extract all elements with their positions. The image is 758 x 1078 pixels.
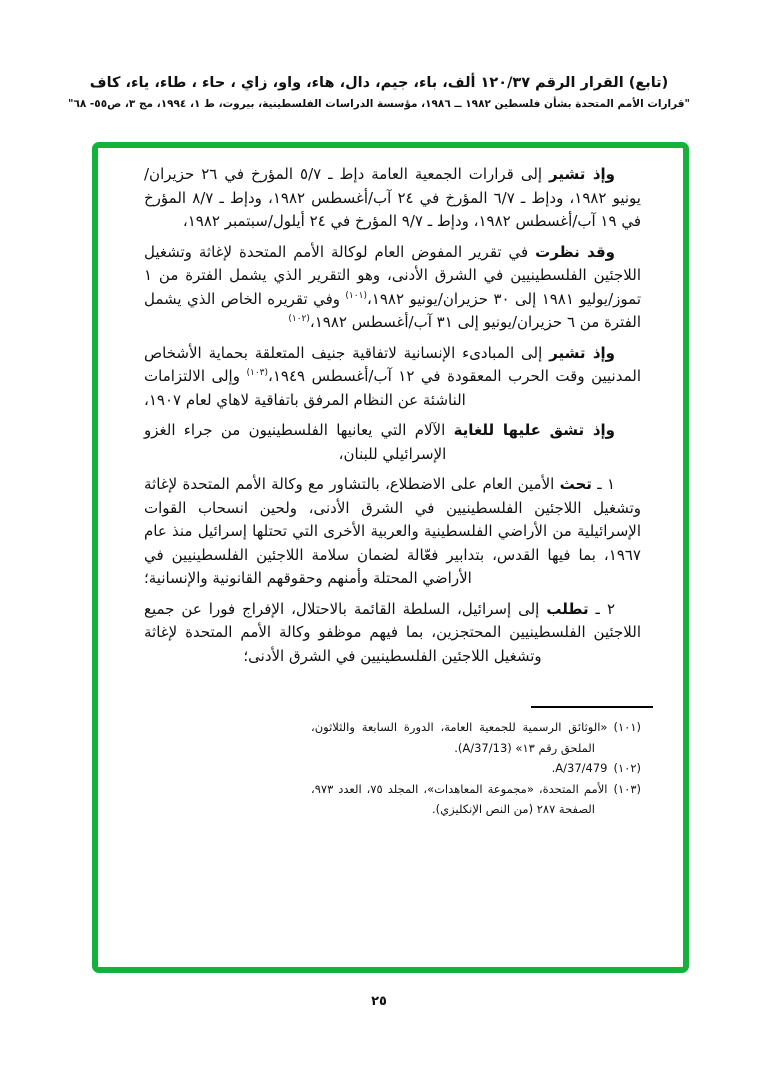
footnote-block [311,717,641,820]
source-citation: "قرارات الأمم المتحدة بشأن فلسطين ١٩٨٢ ــ ١٩٨٦، مؤسسة الدراسات الفلسطينية، بيروت، ط ١، ١٩٩٤، مج ٣، ص٥٥- ٦٨" [67,98,691,110]
footnote-103 [311,779,641,820]
content-frame [92,142,689,973]
paragraph-operative-2 [144,598,641,669]
paragraph-preamble-3 [144,342,641,413]
footnote-text: الأمم المتحدة، «مجموعة المعاهدات»، المجلد ٧٥، العدد ٩٧٣، الصفحة ٢٨٧ (من النص الإنكليزي). [311,781,608,816]
footnote-ref-102: (١٠٢) [288,314,310,324]
resolution-title: (تابع) القرار الرقم ١٢٠/٣٧ ألف، باء، جيم، دال، هاء، واو، زاي ، حاء ، طاء، ياء، كاف [89,75,669,91]
page-number: ٢٥ [371,994,387,1009]
footnote-102 [311,758,641,779]
footnote-101 [311,717,641,758]
footnote-marker: (١٠١) [613,720,641,734]
paragraph-lead: وإذ تشق عليها للغاية [453,421,616,439]
footnote-text: «الوثائق الرسمية للجمعية العامة، الدورة السابعة والثلاثون، الملحق رقم ١٣» (A/37/13). [311,720,608,755]
paragraph-text: إلى إسرائيل، السلطة القائمة بالاحتلال، الإفراج فورا عن جميع اللاجئين الفلسطينيين المحتجزين، بما فيهم موظفو وكالة الأمم المتحدة لإغاثة وتشغيل اللاجئين الفلسطينيين في الشرق الأدنى؛ [144,599,641,665]
item-number: ٢ ـ [588,599,615,618]
footnote-ref-103: (١٠٣) [246,368,269,378]
paragraph-lead: تطلب [546,599,589,618]
paragraph-lead: وقد نظرت [535,242,615,261]
paragraph-text: إلى قرارات الجمعية العامة دإط ـ ٥/٧ المؤرخ في ٢٦ حزيران/يونيو ١٩٨٢، ودإط ـ ٦/٧ المؤرخ في ٢٤ آب/أغسطس ١٩٨٢، ودإط ـ ٨/٧ المؤرخ في ١٩ آب/أغسطس ١٩٨٢، ودإط ـ ٩/٧ المؤرخ في ٢٤ أيلول/سبتمبر ١٩٨٢، [144,165,641,230]
paragraph-operative-1 [144,473,641,591]
page-header [0,0,758,111]
paragraph-preamble-2 [144,241,641,335]
footnote-marker: (١٠٣) [613,781,641,796]
footnote-marker: (١٠٢) [613,761,641,775]
paragraph-lead: تحث [559,475,592,493]
footnote-text: A/37/479. [551,761,608,775]
item-number: ١ ـ [591,475,615,493]
paragraph-text: وفي تقريره الخاص الذي يشمل الفترة من ٦ حزيران/يونيو إلى ٣١ آب/أغسطس ١٩٨٢، [144,289,641,331]
paragraph-lead: وإذ تشير [549,165,615,183]
paragraph-text: إلى المبادىء الإنسانية لاتفاقية جنيف المتعلقة بحماية الأشخاص المدنيين وقت الحرب المعقودة في ١٢ آب/أغسطس ١٩٤٩، [144,343,641,385]
footnotes-section [144,706,641,820]
paragraph-text: الأمين العام على الاضطلاع، بالتشاور مع وكالة الأمم المتحدة لإغاثة وتشغيل اللاجئين الفلسطينيين في الشرق الأدنى، ولحين انسحاب القوات الإسرائيلية من الأراضي الفلسطينية والعربية الأخرى التي تحتلها إسرائيل منذ عام ١٩٦٧، بما فيها القدس، بتدابير فعّالة لضمان سلامة اللاجئين الفلسطينيين في الأراضي المحتلة وأمنهم وحقوقهم القانونية والإنسانية؛ [144,475,641,587]
paragraph-preamble-1 [144,163,641,234]
paragraph-text: الآلام التي يعانيها الفلسطينيون من جراء الغزو الإسرائيلي للبنان، [144,421,454,463]
footnote-separator [531,706,653,708]
footnote-ref-101: (١٠١) [345,290,367,301]
paragraph-lead: وإذ تشير [549,343,615,362]
paragraph-preamble-4 [144,419,641,466]
paragraph-text: في تقرير المفوض العام لوكالة الأمم المتحدة لإغاثة وتشغيل اللاجئين الفلسطينيين في الشرق الأدنى، وهو التقرير الذي يشمل الفترة من ١ تموز/يوليو ١٩٨١ إلى ٣٠ حزيران/يونيو ١٩٨٢، [144,242,641,308]
paragraph-text: وإلى الالتزامات الناشئة عن النظام المرفق باتفاقية لاهاي لعام ١٩٠٧، [144,367,466,409]
